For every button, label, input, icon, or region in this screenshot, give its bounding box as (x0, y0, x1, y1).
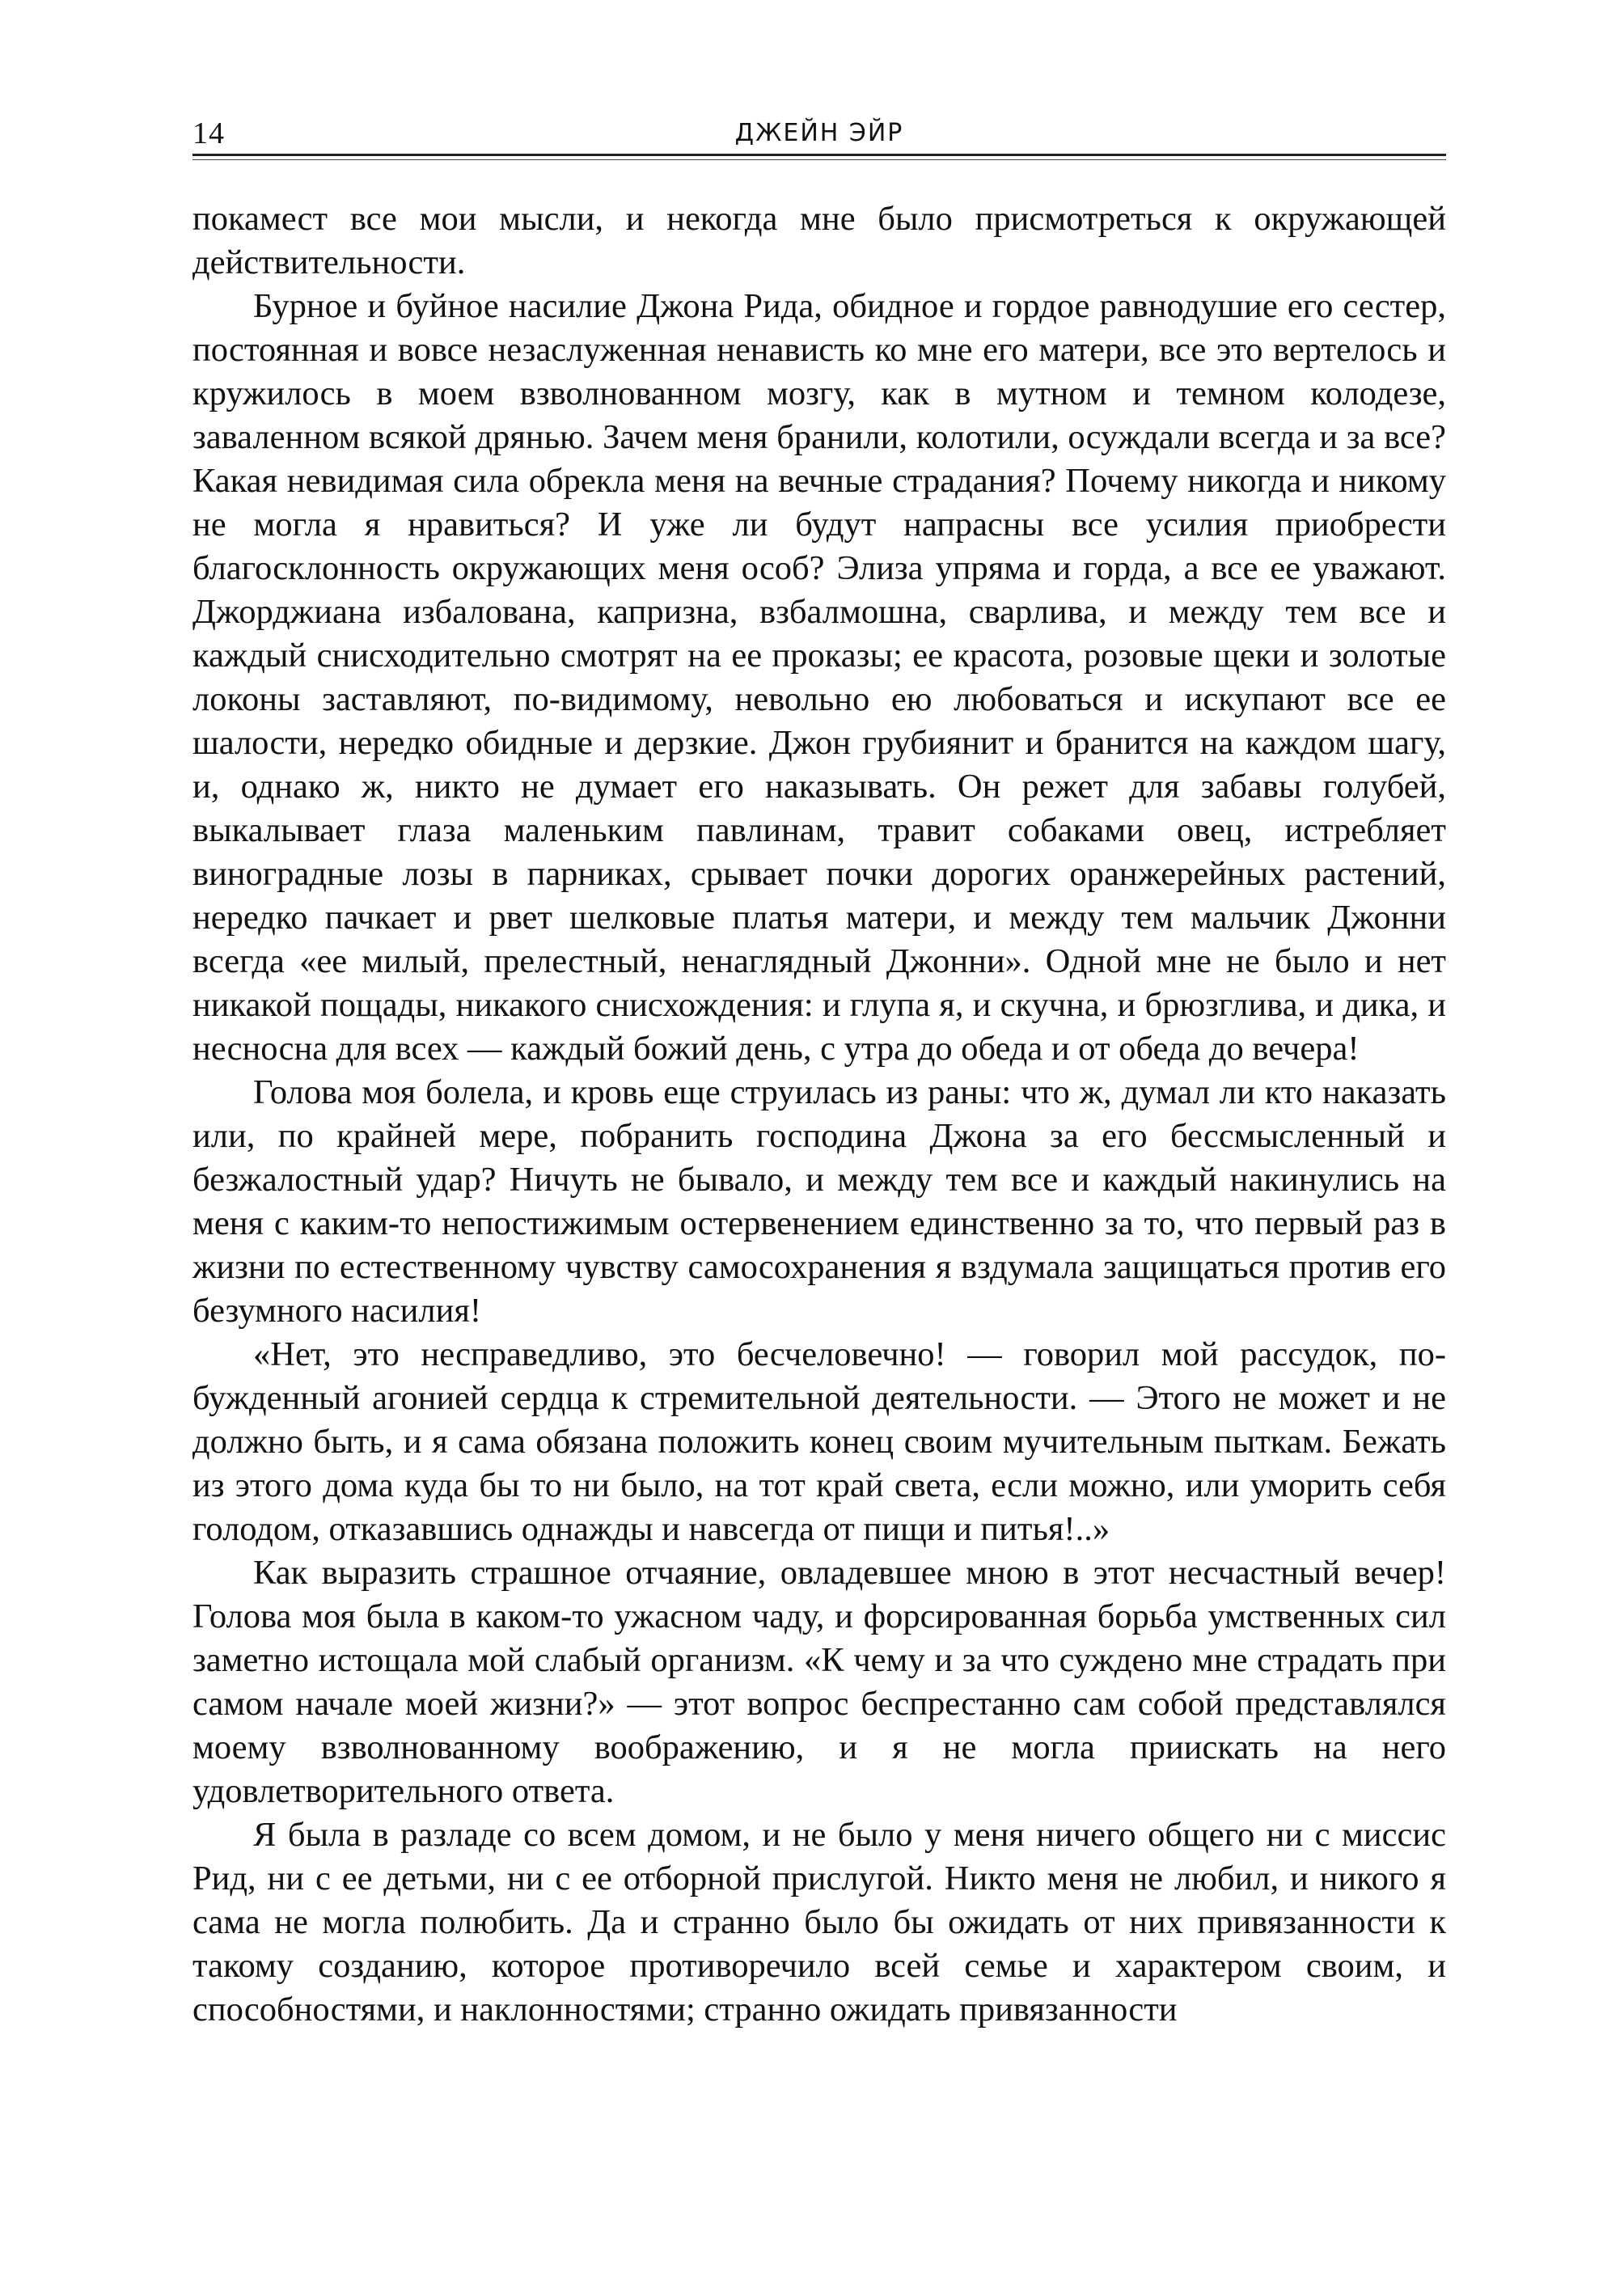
paragraph: Как выразить страшное отчаяние, овладевшее мною в этот несчастный вечер! Голова моя была в каком-то ужасном чаду, и форсированная борьба умственных сил заметно истощала мой слабый организм. «К чему и за что суждено мне страдать при самом начале моей жизни?» — этот вопрос беспрестанно сам собой представлялся моему взволнованному воображению, и я не могла приискать на него удовлетворительного ответа. (192, 1554, 1446, 1810)
header-rule-thin (192, 159, 1446, 160)
book-title: ДЖЕЙН ЭЙР (734, 119, 904, 147)
body-text (192, 197, 1446, 2032)
paragraph-continued: покамест все мои мысли, и некогда мне было присмотреться к окружающей действительности. (192, 200, 1446, 281)
paragraph: Я была в разладе со всем домом, и не было у меня ничего общего ни с миссис Рид, ни с ее детьми, ни с ее отборной прислугой. Никто меня не любил, и никого я сама не могла полюбить. Да и странно было бы ожидать от них привязанности к такому созданию, которое противоречило всей семье и характером своим, и способностями, и наклонностями; странно ожидать привязанности (192, 1816, 1446, 2029)
running-header (192, 115, 1446, 152)
header-rule-thick (192, 154, 1446, 156)
paragraph: Голова моя болела, и кровь еще струилась из раны: что ж, думал ли кто наказать или, по крайней мере, побранить господина Джона за его бессмысленный и безжалостный удар? Ничуть не бывало, и между тем все и каждый накинулись на меня с каким-то непостижимым остервенением единственно за то, что первый раз в жизни по естественному чувству самосохранения я вздумала защищаться против его безумного насилия! (192, 1073, 1446, 1330)
book-page (192, 0, 1446, 2293)
paragraph: «Нет, это несправедливо, это бесчеловечно! — говорил мой рассудок, побужденный агонией сердца к стремительной деятельности. — Этого не может и не должно быть, и я сама обязана положить конец своим мучительным пыткам. Бежать из этого дома куда бы то ни было, на тот край света, если можно, или уморить себя голодом, отказавшись однажды и навсегда от пищи и питья!..» (192, 1335, 1446, 1548)
page-number: 14 (192, 116, 225, 150)
paragraph: Бурное и буйное насилие Джона Рида, обидное и гордое равнодушие его сестер, постоянная и вовсе незаслуженная ненависть ко мне его матери, все это вертелось и кружилось в моем взволнованном мозгу, как в мутном и темном колодезе, заваленном всякой дрянью. Зачем меня бранили, колотили, осуждали всегда и за все? Какая невидимая сила обрекла меня на вечные страдания? Почему никогда и никому не могла я нравиться? И уже ли будут напрасны все усилия приобрести благосклонность окружающих меня особ? Элиза упряма и горда, а все ее уважают. Джорджиана избалована, капризна, взбалмошна, сварлива, и между тем все и каждый снисходительно смотрят на ее проказы; ее красота, розовые щеки и золотые локоны заставляют, по-видимому, невольно ею любоваться и искупают все ее шалости, нередко обидные и дерзкие. Джон грубиянит и бранится на каждом шагу, и, однако ж, никто не думает его наказывать. Он режет для забавы голубей, выкалывает глаза маленьким павлинам, травит собаками овец, истребляет виноградные лозы в парниках, срывает почки дорогих оранжерейных растений, нередко пачкает и рвет шелковые платья матери, и между тем мальчик Джонни всегда «ее милый, прелестный, ненаглядный Джонни». Одной мне не было и нет никакой пощады, никакого снисхождения: и глупа я, и скучна, и брюзглива, и дика, и несносна для всех — каждый божий день, с утра до обеда и от обеда до вечера! (192, 287, 1446, 1068)
